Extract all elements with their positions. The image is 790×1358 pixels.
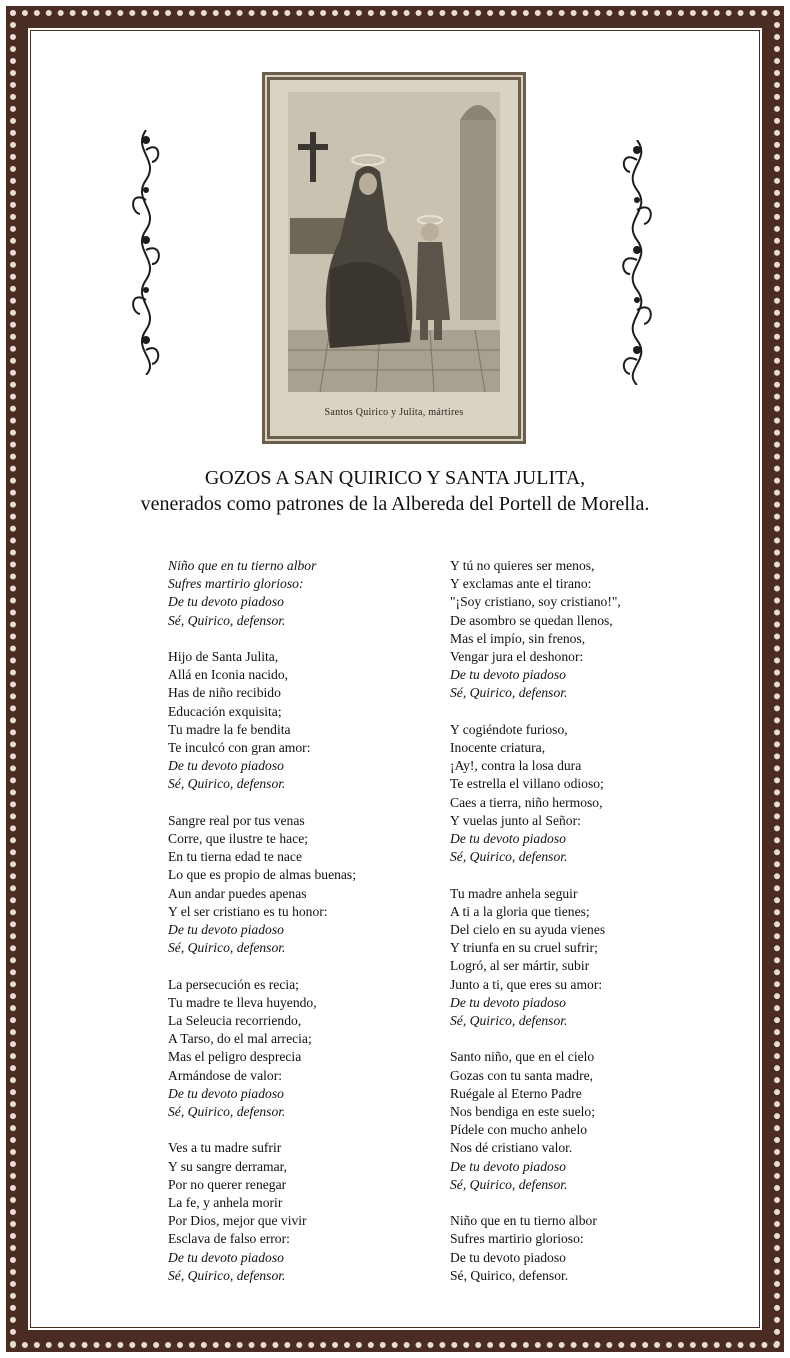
verse-line: Mas el impío, sin frenos,	[450, 630, 586, 646]
verse-line: Sé, Quirico, defensor.	[168, 1267, 286, 1283]
verse-line: Inocente criatura,	[450, 740, 546, 756]
verse-line: Sé, Quirico, defensor.	[450, 685, 568, 701]
verse-line: Del cielo en su ayuda vienes	[450, 922, 606, 938]
stanza	[450, 885, 710, 1031]
verse-line: Sangre real por tus venas	[168, 812, 305, 828]
verse-line: Niño que en tu tierno albor	[450, 1213, 597, 1229]
verse-line: De tu devoto piadoso	[450, 667, 566, 683]
right-verse-column	[450, 557, 710, 1303]
left-verse-column	[168, 557, 418, 1303]
verse-line: Santo niño, que en el cielo	[450, 1049, 595, 1065]
verse-line: Sé, Quirico, defensor.	[450, 849, 568, 865]
verse-line: Y el ser cristiano es tu honor:	[168, 903, 328, 919]
verse-line: Sufres martirio glorioso:	[168, 576, 304, 592]
verse-line: Pídele con mucho anhelo	[450, 1122, 588, 1138]
verse-line: Ruégale al Eterno Padre	[450, 1085, 582, 1101]
verse-line: Por Dios, mejor que vivir	[168, 1213, 307, 1229]
stanza	[450, 1212, 710, 1285]
verse-line: Educación exquisita;	[168, 703, 282, 719]
verse-line: Caes a tierra, niño hermoso,	[450, 794, 603, 810]
verse-line: Aun andar puedes apenas	[168, 885, 307, 901]
verse-line: De asombro se quedan llenos,	[450, 612, 613, 628]
verse-line: La Seleucia recorriendo,	[168, 1013, 302, 1029]
verse-line: Logró, al ser mártir, subir	[450, 958, 590, 974]
verse-line: Ves a tu madre sufrir	[168, 1140, 282, 1156]
verse-line: Sé, Quirico, defensor.	[450, 1267, 569, 1283]
verse-line: "¡Soy cristiano, soy cristiano!",	[450, 594, 621, 610]
verse-line: Sé, Quirico, defensor.	[168, 1104, 286, 1120]
verse-line: En tu tierna edad te nace	[168, 849, 302, 865]
verse-line: Allá en Iconia nacido,	[168, 667, 289, 683]
verse-line: Sé, Quirico, defensor.	[168, 776, 286, 792]
verse-line: Y exclamas ante el tirano:	[450, 576, 592, 592]
verse-line: Sé, Quirico, defensor.	[450, 1013, 568, 1029]
verse-line: Te estrella el villano odioso;	[450, 776, 604, 792]
stanza	[450, 721, 710, 867]
stanza	[450, 1048, 710, 1194]
verse-line: Armándose de valor:	[168, 1067, 283, 1083]
verse-line: Has de niño recibido	[168, 685, 281, 701]
verse-line: Corre, que ilustre te hace;	[168, 831, 309, 847]
verse-line: A ti a la gloria que tienes;	[450, 903, 590, 919]
right-flourish-ornament	[614, 140, 660, 385]
verse-line: Niño que en tu tierno albor	[168, 558, 317, 573]
verse-line: ¡Ay!, contra la losa dura	[450, 758, 582, 774]
stanza	[168, 812, 418, 958]
verse-line: Sé, Quirico, defensor.	[168, 612, 286, 628]
verse-line: De tu devoto piadoso	[450, 1249, 566, 1265]
stanza	[168, 557, 418, 630]
verse-line: Tu madre te lleva huyendo,	[168, 994, 317, 1010]
verse-line: Te inculcó con gran amor:	[168, 740, 311, 756]
verse-line: De tu devoto piadoso	[450, 831, 566, 847]
verse-line: Mas el peligro desprecia	[168, 1049, 302, 1065]
verse-line: Y cogiéndote furioso,	[450, 721, 568, 737]
verse-line: De tu devoto piadoso	[168, 1085, 284, 1101]
verse-line: Nos bendiga en este suelo;	[450, 1104, 595, 1120]
verse-line: Por no querer renegar	[168, 1176, 287, 1192]
stanza	[450, 557, 710, 703]
verse-line: Y triunfa en su cruel sufrir;	[450, 940, 598, 956]
verse-line: De tu devoto piadoso	[168, 758, 284, 774]
stanza	[168, 1139, 418, 1285]
saint-illustration	[262, 72, 526, 444]
verse-line: De tu devoto piadoso	[168, 922, 284, 938]
verse-line: Hijo de Santa Julita,	[168, 649, 279, 664]
verse-line: Lo que es propio de almas buenas;	[168, 867, 356, 883]
verse-line: De tu devoto piadoso	[450, 994, 566, 1010]
image-caption: Santos Quirico y Julita, mártires	[324, 407, 464, 418]
verse-line: Y vuelas junto al Señor:	[450, 812, 581, 828]
stanza	[168, 648, 418, 794]
verse-line: Sé, Quirico, defensor.	[168, 940, 286, 956]
verse-line: Sufres martirio glorioso:	[450, 1231, 584, 1247]
verse-line: Junto a ti, que eres su amor:	[450, 976, 603, 992]
verse-line: Nos dé cristiano valor.	[450, 1140, 573, 1156]
verse-line: Tu madre la fe bendita	[168, 721, 291, 737]
title-line-1: GOZOS A SAN QUIRICO Y SANTA JULITA,	[204, 467, 586, 489]
verse-line: De tu devoto piadoso	[450, 1158, 566, 1174]
verse-line: De tu devoto piadoso	[168, 1249, 284, 1265]
verse-line: A Tarso, do el mal arrecia;	[168, 1031, 312, 1047]
verse-line: Sé, Quirico, defensor.	[450, 1176, 568, 1192]
verse-line: Y tú no quieres ser menos,	[450, 558, 595, 573]
verse-line: La fe, y anhela morir	[168, 1195, 283, 1211]
verse-line: Esclava de falso error:	[168, 1231, 290, 1247]
verse-line: De tu devoto piadoso	[168, 594, 284, 610]
verse-line: Y su sangre derramar,	[168, 1158, 287, 1174]
verse-line: La persecución es recia;	[168, 976, 299, 992]
verse-line: Gozas con tu santa madre,	[450, 1067, 594, 1083]
stanza	[168, 976, 418, 1122]
left-flourish-ornament	[126, 130, 166, 375]
title-line-2: venerados como patrones de la Albereda del Portell de Morella.	[140, 493, 650, 515]
verse-line: Vengar jura el deshonor:	[450, 649, 584, 665]
verse-line: Tu madre anhela seguir	[450, 885, 578, 901]
